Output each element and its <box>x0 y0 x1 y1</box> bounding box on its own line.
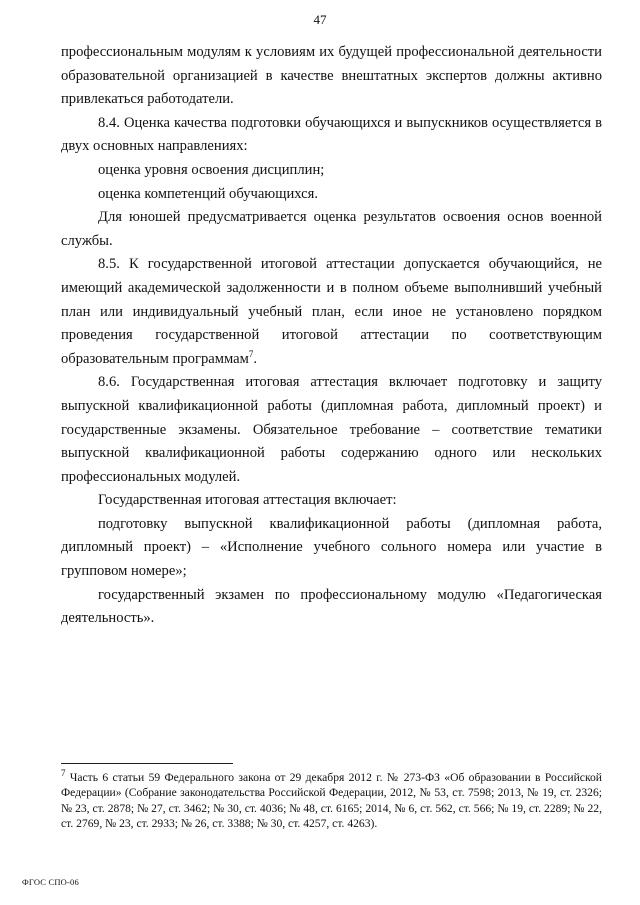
footnote-text: Часть 6 статьи 59 Федерального закона от 29 декабря 2012 г. № 273-ФЗ «Об образовании в Российской Федерации» (Собрание законодательства Российской Федерации, 2012, № 53, ст. 7598; 2013, № 19, ст. 2326; № 23, ст. 2878; № 27, ст. 3462; № 30, ст. 4036; № 48, ст. 6165; 2014, № 6, ст. 562, ст. 566; № 19, ст. 2289; № 22, ст. 2769, № 23, ст. 2933; № 26, ст. 3388; № 30, ст. 4257, ст. 4263). <box>61 771 602 831</box>
list-item-disciplines: оценка уровня освоения дисциплин; <box>98 161 325 178</box>
paragraph-attestation-includes: Государственная итоговая аттестация включает: <box>98 492 397 509</box>
footnote-reference: 7 <box>248 348 254 359</box>
paragraph-employers: профессиональным модулям к условиям их будущей профессиональной деятельности образовательной организацией в качестве внештатных экспертов должны активно привлекаться работодатели. <box>61 44 602 108</box>
paragraph-8-5-tail: . <box>253 350 257 367</box>
footnote <box>61 770 602 832</box>
paragraph-military-service: Для юношей предусматривается оценка результатов освоения основ военной службы. <box>61 209 602 249</box>
footnote-divider <box>61 763 233 764</box>
list-item-thesis: подготовку выпускной квалификационной работы (дипломная работа, дипломный проект) – «Исполнение учебного сольного номера или участие в групповом номере»; <box>61 515 602 580</box>
list-item-competencies: оценка компетенций обучающихся. <box>98 185 318 202</box>
paragraph-8-6: 8.6. Государственная итоговая аттестация включает подготовку и защиту выпускной квалификационной работы (дипломная работа, дипломный проект) и государственные экзамены. Обязательное требование – соответствие тематики выпускной квалификационной работы содержанию одного или нескольких профессиональных модулей. <box>61 374 602 485</box>
paragraph-8-5 <box>61 253 602 371</box>
paragraph-8-5-text: 8.5. К государственной итоговой аттестации допускается обучающийся, не имеющий академической задолженности и в полном объеме выполнивший учебный план или индивидуальный учебный план, если иное не установлено порядком проведения государственной итоговой аттестации по соответствующим образовательным программам <box>61 256 602 367</box>
footnote-marker: 7 <box>61 768 66 779</box>
footer-label: ФГОС СПО-06 <box>22 877 79 887</box>
document-body <box>61 41 602 631</box>
list-item-exam: государственный экзамен по профессиональному модулю «Педагогическая деятельность». <box>61 586 602 627</box>
page-number: 47 <box>313 12 327 27</box>
paragraph-8-4: 8.4. Оценка качества подготовки обучающихся и выпускников осуществляется в двух основных направлениях: <box>61 114 602 155</box>
